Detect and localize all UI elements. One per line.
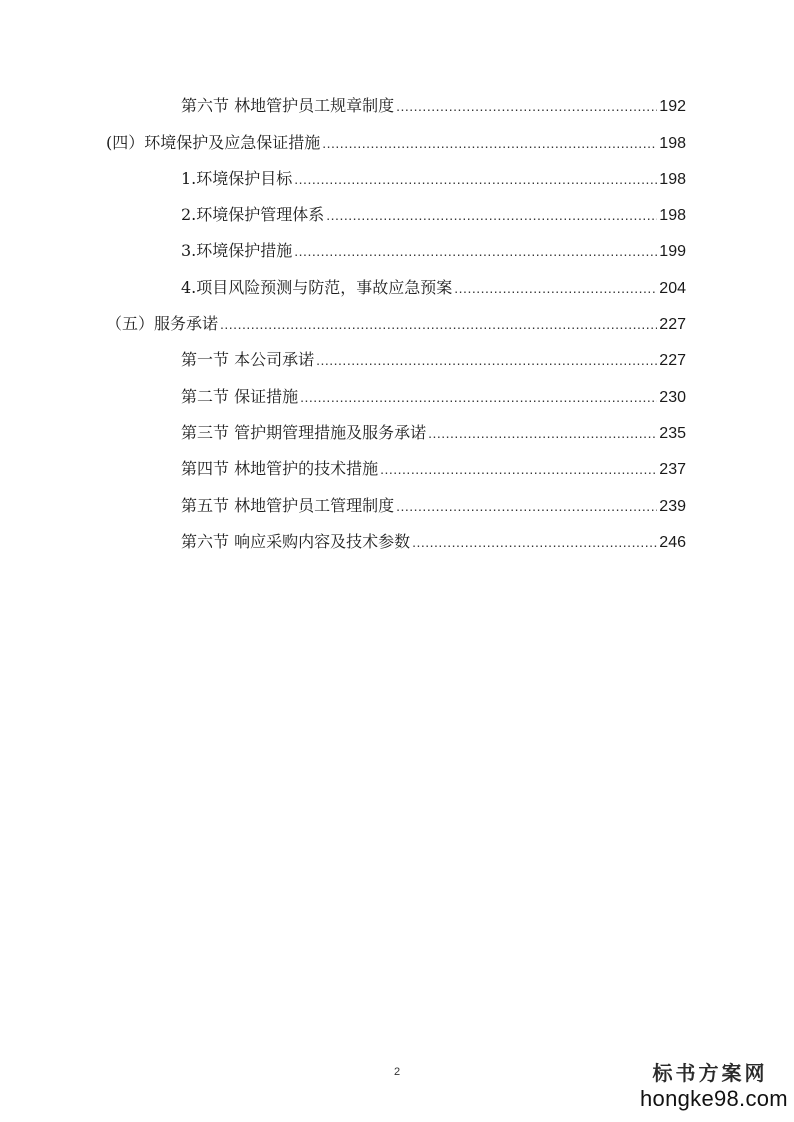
toc-leader-dots [316,348,657,372]
toc-leader-dots [396,94,657,118]
toc-entry-page: 227 [659,316,686,333]
toc-entry-label: 2.环境保护管理体系 [181,205,325,224]
toc-entry[interactable] [181,421,686,446]
toc-entry[interactable] [181,94,686,119]
watermark-brand: 标书方案网 [652,1061,768,1085]
toc-leader-dots [322,131,657,155]
toc-entry-label: （五）服务承诺 [106,314,219,333]
toc-entry[interactable] [181,348,686,373]
toc-leader-dots [326,203,657,227]
toc-entry[interactable] [181,385,686,410]
toc-entry-label: 第四节 林地管护的技术措施 [181,459,379,478]
toc-leader-dots [412,530,657,554]
toc-leader-dots [294,239,657,263]
watermark-logo [640,1060,788,1112]
toc-entry-page: 227 [659,352,686,369]
toc-entry[interactable] [106,312,686,337]
toc-entry-page: 246 [659,534,686,551]
page-number: 2 [393,1066,401,1078]
toc-entry[interactable] [181,530,686,555]
toc-entry-label: (四）环境保护及应急保证措施 [106,133,321,152]
toc-entry-label: 第三节 管护期管理措施及服务承诺 [181,423,427,442]
toc-entry-label: 1.环境保护目标 [181,169,293,188]
toc-leader-dots [454,276,657,300]
toc-entry-page: 235 [659,425,686,442]
toc-entry-label: 3.环境保护措施 [181,241,293,260]
toc-entry-page: 204 [659,280,686,297]
toc-entry-page: 198 [659,207,686,224]
toc-leader-dots [428,421,657,445]
toc-entry[interactable] [181,203,686,228]
toc-entry[interactable] [181,239,686,264]
toc-entry-page: 237 [659,461,686,478]
toc-leader-dots [294,167,657,191]
toc-entry-page: 199 [659,243,686,260]
toc-entry-page: 230 [659,389,686,406]
toc-entry-page: 192 [659,98,686,115]
toc-leader-dots [220,312,657,336]
toc-entry[interactable] [181,167,686,192]
toc-leader-dots [396,494,657,518]
toc-leader-dots [380,457,657,481]
toc-entry-page: 198 [659,171,686,188]
toc-entry[interactable] [181,276,686,301]
toc-entry-label: 第一节 本公司承诺 [181,350,315,369]
toc-leader-dots [300,385,657,409]
toc-entry-page: 198 [659,135,686,152]
toc-entry-page: 239 [659,498,686,515]
toc-entry[interactable] [181,494,686,519]
toc-entry-label: 第六节 林地管护员工规章制度 [181,96,395,115]
toc-entry[interactable] [181,457,686,482]
toc-entry-label: 4.项目风险预测与防范，事故应急预案 [181,278,453,297]
toc-entry[interactable] [106,131,686,156]
toc-entry-label: 第二节 保证措施 [181,387,299,406]
toc-entry-label: 第五节 林地管护员工管理制度 [181,496,395,515]
watermark-url: hongke98.com [640,1086,788,1111]
toc-entry-label: 第六节 响应采购内容及技术参数 [181,532,411,551]
